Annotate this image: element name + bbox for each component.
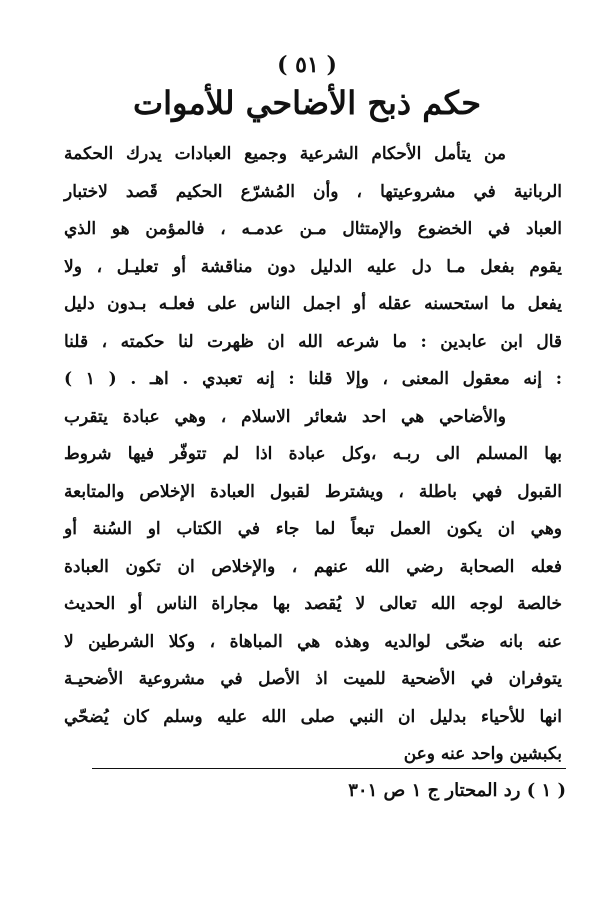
body-line: والأضاحي هي احد شعائر الاسلام ، وهي عبادة يتقرب (64, 406, 506, 427)
body-line: عنه بانه ضحّى لوالديه وهذه هي المباهاة ، وكلا الشرطين لا (64, 631, 562, 652)
body-line: قال ابن عابدين : ما شرعه الله ان ظهرت لنا حكمته ، قلنا (64, 331, 562, 352)
page-number: ( ٥١ ) (277, 52, 337, 78)
body-line: الربانية في مشروعيتها ، وأن المُشرّع الحكيم قَصد لاختبار (64, 181, 562, 202)
body-line: يتوفران في الأضحية للميت اذ الأصل في مشروعية الأضحيـة (64, 669, 562, 689)
body-line: وهي ان يكون العمل تبعاً لما جاء في الكتاب او السُنة أو (64, 519, 562, 539)
body-line: العباد في الخضوع والإمتثال مـن عدمـه ، فالمؤمن هو الذي (64, 219, 562, 239)
body-line: بها المسلم الى ربـه ،وكل عبادة اذا لم تتوفّر فيها شروط (64, 444, 562, 464)
footnote: ( ١ ) رد المحتار ج ١ ص ٣٠١ (348, 780, 566, 801)
body-line: القبول فهي باطلة ، ويشترط لقبول العبادة الإخلاص والمتابعة (64, 481, 562, 502)
body-line: من يتأمل الأحكام الشرعية وجميع العبادات يدرك الحكمة (64, 144, 506, 164)
footnote-divider (92, 768, 566, 769)
body-line: فعله الصحابة رضي الله عنهم ، والإخلاص ان تكون العبادة (64, 556, 562, 577)
body-line: : إنه معقول المعنى ، وإلا قلنا : إنه تعبدي . اهـ . ( ١ ) (64, 369, 562, 389)
body-line: يفعل ما استحسنه عقله أو اجمل الناس على فعلـه بـدون دليل (64, 294, 562, 314)
page-title: حكم ذبح الأضاحي للأموات (132, 84, 482, 122)
body-line: يقوم بفعل مـا دل عليه الدليل دون مناقشة أو تعليـل ، ولا (64, 256, 562, 277)
body-line: بكبشين واحد عنه وعن (403, 744, 562, 764)
body-line: انها للأحياء بدليل ان النبي صلى الله عليه وسلم كان يُضحّي (64, 706, 562, 727)
body-text (64, 136, 562, 774)
body-line: خالصة لوجه الله تعالى لا يُقصد بها مجاراة الناس أو الحديث (64, 594, 562, 614)
